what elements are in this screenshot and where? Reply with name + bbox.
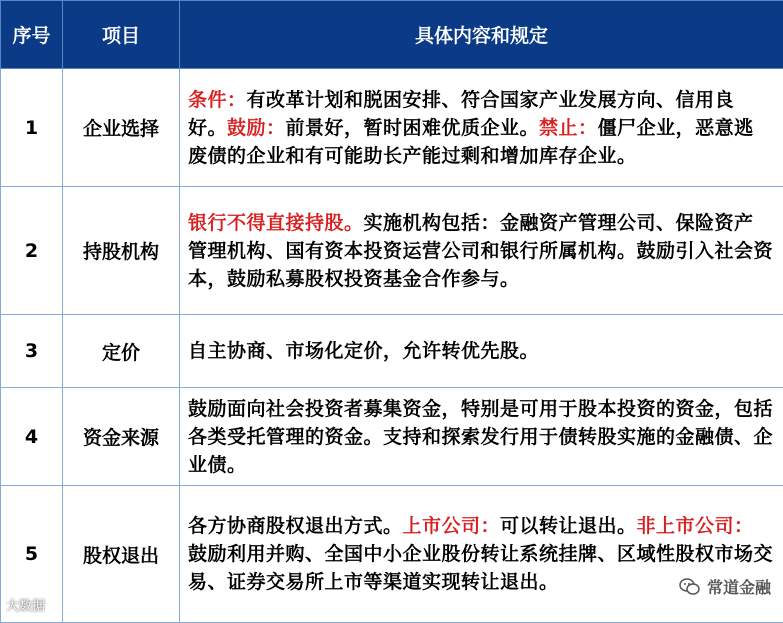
row-content (180, 388, 783, 486)
watermark-left (6, 595, 45, 614)
content-highlight: 鼓励： (227, 117, 286, 139)
content-text: 鼓励利用并购、全国中小企业股份转让系统挂牌、区域性股权市场交易、证券交易所上市等渠道实现转让退出。 (188, 543, 773, 593)
content-highlight: 银行不得直接持股。 (188, 212, 364, 234)
header-content: 具体内容和规定 (180, 1, 783, 69)
table-row (1, 388, 783, 486)
content-text: 自主协商、市场化定价，允许转优先股。 (188, 340, 539, 362)
table-row (1, 486, 783, 623)
row-item: 持股机构 (63, 187, 180, 315)
row-item: 股权退出 (63, 486, 180, 623)
row-item: 资金来源 (63, 388, 180, 486)
row-number: 5 (1, 486, 63, 623)
content-text: 僵尸企业，恶意逃废债的企业和有可能助长产能过剩和增加库存企业。 (188, 117, 754, 167)
row-item: 定价 (63, 315, 180, 388)
row-content (180, 315, 783, 388)
content-text: 可以转让退出。 (500, 515, 637, 537)
row-content (180, 486, 783, 623)
content-text: 各方协商股权退出方式。 (188, 515, 403, 537)
row-content (180, 69, 783, 187)
header-row (1, 1, 783, 69)
content-text: 鼓励面向社会投资者募集资金，特别是可用于股本投资的资金，包括各类受托管理的资金。支持和探索发行用于债转股实施的金融债、企业债。 (188, 398, 773, 476)
watermark-right (675, 573, 775, 600)
row-content (180, 187, 783, 315)
row-number: 3 (1, 315, 63, 388)
row-number: 1 (1, 69, 63, 187)
content-highlight: 条件： (188, 89, 247, 111)
watermark-right-text: 常道金融 (707, 575, 771, 598)
watermark-left-text: 大数据 (6, 595, 45, 614)
header-no: 序号 (1, 1, 63, 69)
table-row (1, 69, 783, 187)
table-row (1, 315, 783, 388)
table-row (1, 187, 783, 315)
content-highlight: 非上市公司： (637, 515, 754, 537)
wechat-icon (679, 578, 701, 596)
row-number: 4 (1, 388, 63, 486)
content-text: 前景好，暂时困难优质企业。 (286, 117, 540, 139)
content-text: 实施机构包括：金融资产管理公司、保险资产管理机构、国有资本投资运营公司和银行所属机构。鼓励引入社会资本，鼓励私募股权投资基金合作参与。 (188, 212, 773, 290)
content-highlight: 禁止： (539, 117, 598, 139)
row-number: 2 (1, 187, 63, 315)
content-highlight: 上市公司： (403, 515, 501, 537)
header-item: 项目 (63, 1, 180, 69)
content-text: 有改革计划和脱困安排、符合国家产业发展方向、信用良好。 (188, 89, 734, 139)
row-item: 企业选择 (63, 69, 180, 187)
